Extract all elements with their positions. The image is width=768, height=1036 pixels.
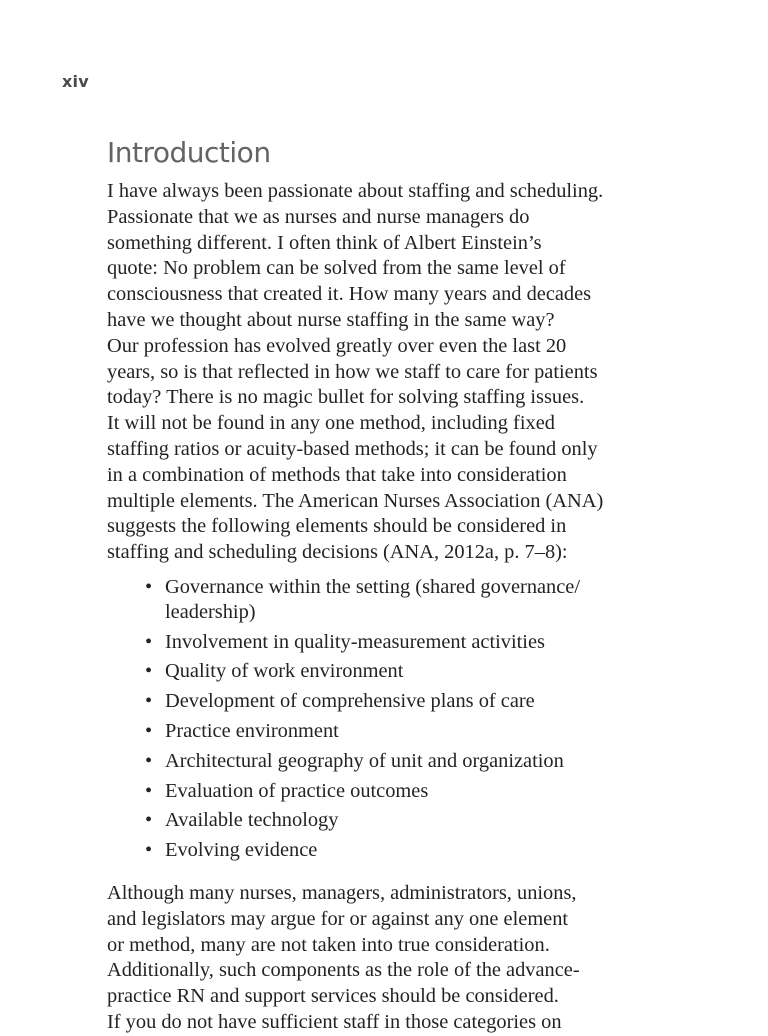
text-line: I have always been passionate about staffing and scheduling. — [107, 180, 604, 202]
text-line: and legislators may argue for or against any one element — [107, 907, 569, 930]
list-item-text: Involvement in quality-measurement activities — [165, 630, 545, 653]
text-line: Although many nurses, managers, administrators, unions, — [107, 882, 577, 904]
bullet-icon: • — [145, 660, 153, 683]
list-item — [107, 838, 627, 863]
list-item-text: Available technology — [165, 809, 339, 832]
list-item-text: Governance within the setting (shared governance/ — [165, 576, 581, 598]
text-line: Additionally, such components as the role of the advance- — [107, 959, 580, 982]
text-line: practice RN and support services should be considered. — [107, 985, 559, 1008]
text-line: in a combination of methods that take into consideration — [107, 463, 567, 486]
list-item — [107, 575, 627, 625]
text-line: multiple elements. The American Nurses Association (ANA) — [107, 489, 604, 512]
list-item-text: Development of comprehensive plans of care — [165, 690, 535, 713]
text-line: suggests the following elements should be considered in — [107, 515, 567, 538]
list-item-text: Evaluation of practice outcomes — [165, 779, 429, 802]
list-item-text: leadership) — [165, 600, 256, 623]
followup-paragraph — [107, 881, 647, 1036]
list-item-text: Architectural geography of unit and organization — [165, 749, 564, 772]
text-line: Passionate that we as nurses and nurse managers do — [107, 205, 530, 228]
text-line: years, so is that reflected in how we staff to care for patients — [107, 360, 598, 383]
text-line: or method, many are not taken into true consideration. — [107, 933, 550, 956]
text-line: Our profession has evolved greatly over even the last 20 — [107, 334, 567, 357]
section-title: Introduction — [107, 136, 271, 169]
list-item — [107, 719, 627, 744]
bullet-icon: • — [145, 576, 153, 598]
bullet-icon: • — [145, 719, 153, 742]
text-line: something different. I often think of Albert Einstein’s — [107, 231, 542, 254]
bullet-icon: • — [145, 630, 153, 653]
list-item — [107, 808, 627, 833]
list-item — [107, 630, 627, 655]
bullet-icon: • — [145, 690, 153, 713]
bullet-icon: • — [145, 779, 153, 802]
list-item-text: Practice environment — [165, 719, 339, 742]
bullet-icon: • — [145, 749, 153, 772]
ana-elements-list — [107, 575, 627, 868]
text-line: It will not be found in any one method, including fixed — [107, 412, 555, 435]
text-line: staffing and scheduling decisions (ANA, 2012a, p. 7–8): — [107, 541, 568, 564]
text-line: consciousness that created it. How many years and decades — [107, 283, 592, 306]
bullet-icon: • — [145, 809, 153, 832]
list-item-text: Evolving evidence — [165, 839, 318, 862]
text-line: today? There is no magic bullet for solving staffing issues. — [107, 386, 585, 409]
list-item — [107, 659, 627, 684]
list-item-text: Quality of work environment — [165, 660, 404, 683]
intro-paragraph — [107, 179, 647, 566]
page-number: xiv — [62, 72, 89, 91]
bullet-icon: • — [145, 839, 153, 862]
text-line: have we thought about nurse staffing in the same way? — [107, 308, 555, 331]
list-item — [107, 779, 627, 804]
text-line: quote: No problem can be solved from the same level of — [107, 257, 566, 280]
text-line: staffing ratios or acuity-based methods; it can be found only — [107, 437, 598, 460]
list-item — [107, 689, 627, 714]
text-line: If you do not have sufficient staff in those categories on — [107, 1010, 562, 1033]
list-item — [107, 749, 627, 774]
